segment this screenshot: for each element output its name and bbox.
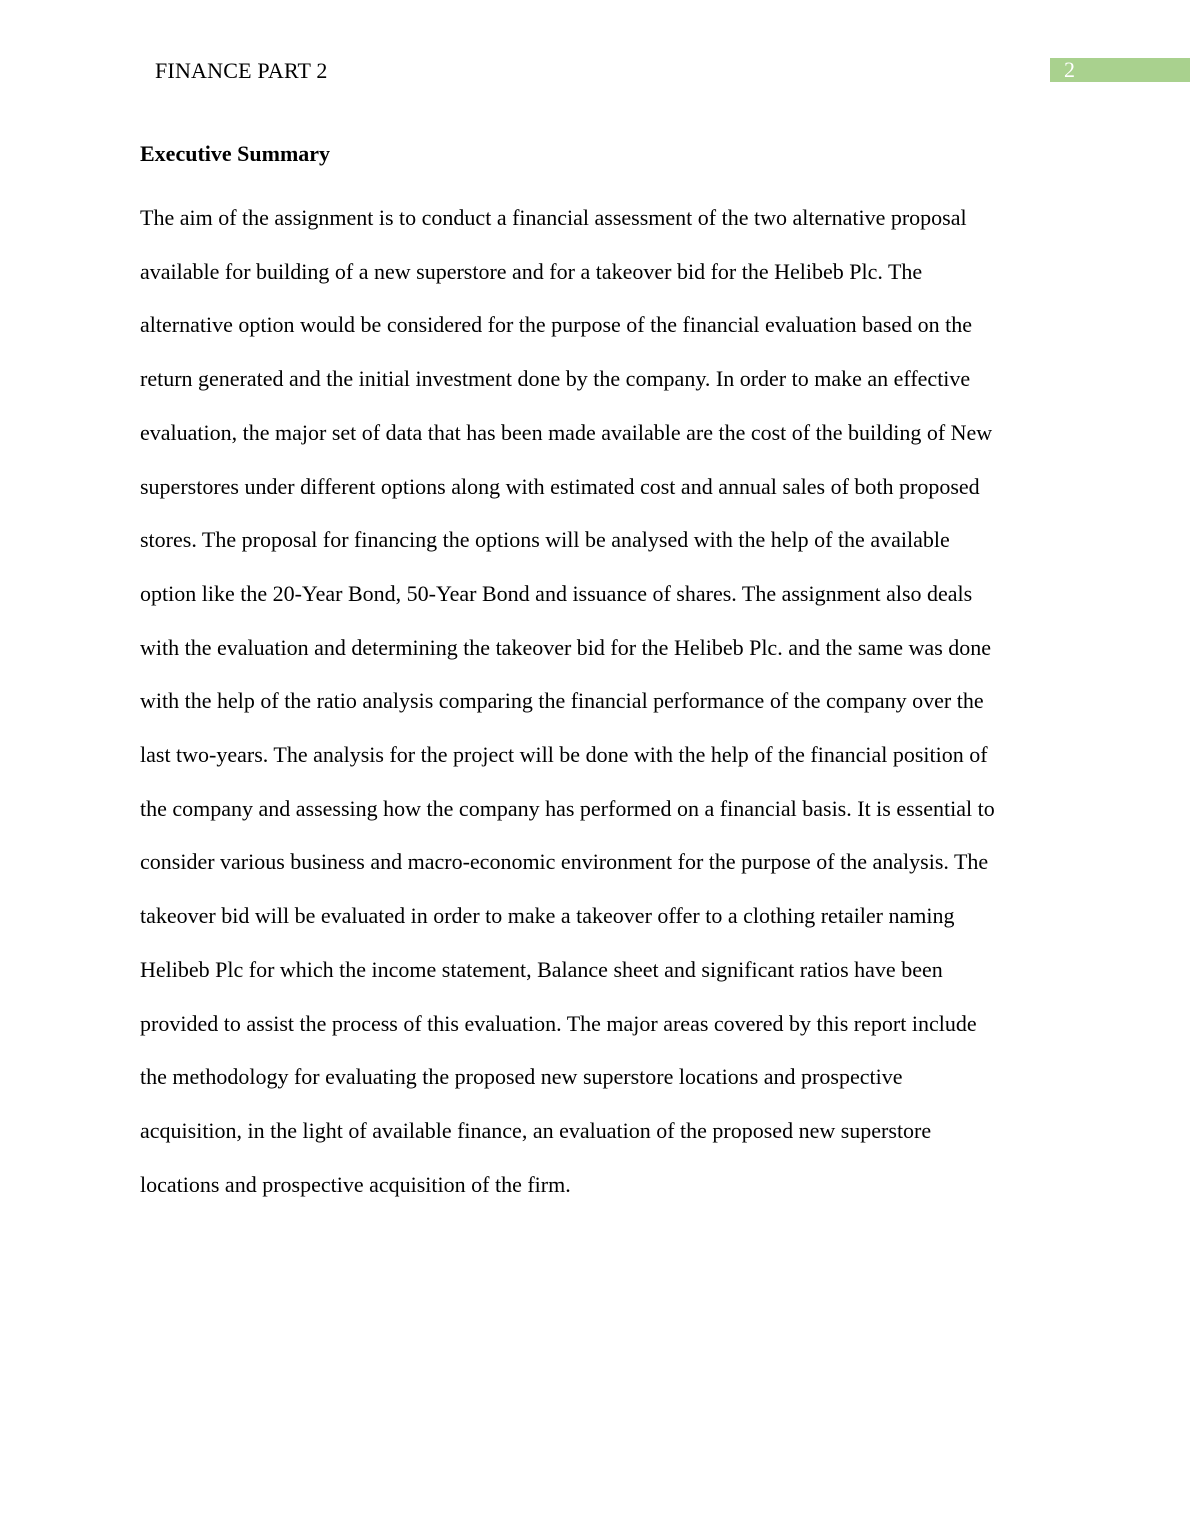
paragraph-line: Helibeb Plc for which the income statement, Balance sheet and significant ratios have been xyxy=(140,956,943,982)
paragraph-line: superstores under different options along with estimated cost and annual sales of both proposed xyxy=(140,473,980,499)
paragraph-line: available for building of a new superstore and for a takeover bid for the Helibeb Plc. The xyxy=(140,258,923,284)
section-heading: Executive Summary xyxy=(140,141,331,166)
paragraph-line: provided to assist the process of this evaluation. The major areas covered by this report include xyxy=(140,1010,977,1036)
body-paragraph xyxy=(140,170,1055,1211)
paragraph-line: alternative option would be considered for the purpose of the financial evaluation based on the xyxy=(140,312,973,338)
page-header xyxy=(0,0,1190,100)
paragraph-line: with the evaluation and determining the takeover bid for the Helibeb Plc. and the same was done xyxy=(140,634,992,660)
paragraph-line: locations and prospective acquisition of the firm. xyxy=(140,1171,571,1197)
page-number-badge xyxy=(1050,58,1190,82)
paragraph-line: last two-years. The analysis for the project will be done with the help of the financial position of xyxy=(140,742,988,768)
paragraph-line: The aim of the assignment is to conduct a financial assessment of the two alternative proposal xyxy=(140,205,967,230)
paragraph-line: return generated and the initial investment done by the company. In order to make an effective xyxy=(140,366,971,392)
paragraph-line: with the help of the ratio analysis comparing the financial performance of the company over the xyxy=(140,688,984,714)
running-header-title: FINANCE PART 2 xyxy=(155,58,328,83)
paragraph-line: consider various business and macro-economic environment for the purpose of the analysis. The xyxy=(140,849,989,875)
paragraph-line: takeover bid will be evaluated in order to make a takeover offer to a clothing retailer naming xyxy=(140,903,955,929)
paragraph-line: acquisition, in the light of available finance, an evaluation of the proposed new superstore xyxy=(140,1117,932,1143)
page-number: 2 xyxy=(1064,57,1075,82)
paragraph-line: the methodology for evaluating the proposed new superstore locations and prospective xyxy=(140,1064,903,1090)
document-body xyxy=(140,138,1055,1211)
paragraph-line: evaluation, the major set of data that has been made available are the cost of the building of New xyxy=(140,419,993,445)
paragraph-line: stores. The proposal for financing the options will be analysed with the help of the available xyxy=(140,527,950,553)
paragraph-line: option like the 20-Year Bond, 50-Year Bond and issuance of shares. The assignment also deals xyxy=(140,580,973,606)
paragraph-line: the company and assessing how the company has performed on a financial basis. It is essential to xyxy=(140,795,995,821)
